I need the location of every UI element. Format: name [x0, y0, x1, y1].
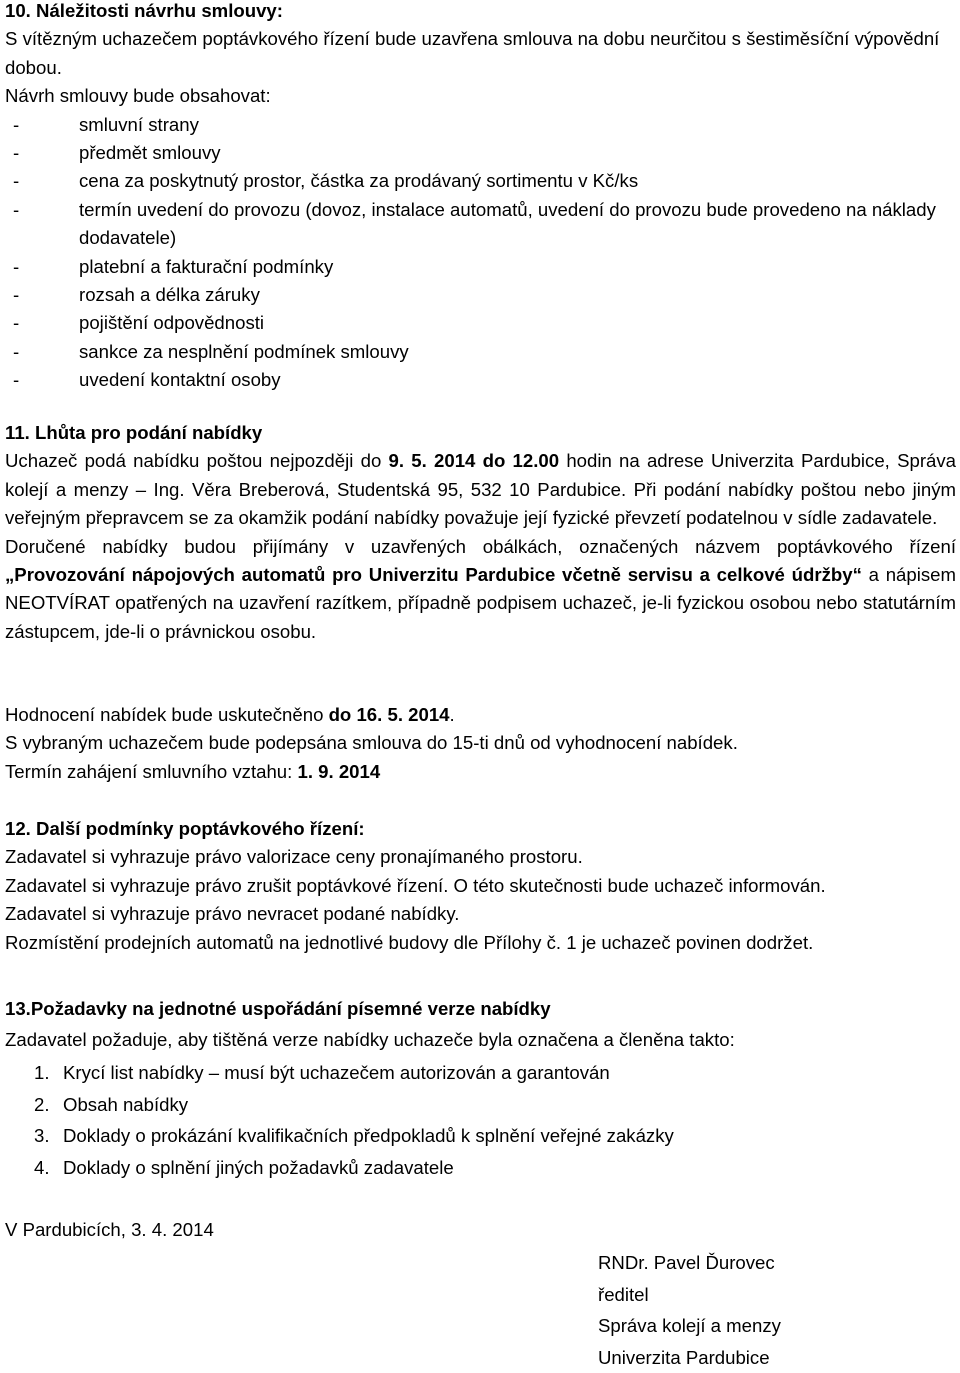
section-10-list-intro: Návrh smlouvy bude obsahovat: — [5, 82, 956, 110]
section-12 — [5, 815, 956, 957]
list-item: 3. Doklady o prokázání kvalifikačních předpokladů k splnění veřejné zakázky — [5, 1120, 956, 1152]
condition-line: Rozmístění prodejních automatů na jednotlivé budovy dle Přílohy č. 1 je uchazeč povinen dodržet. — [5, 929, 956, 957]
list-item: - předmět smlouvy — [5, 139, 956, 167]
list-item: 1. Krycí list nabídky – musí být uchazečem autorizován a garantován — [5, 1057, 956, 1089]
section-11-heading: 11. Lhůta pro podání nabídky — [5, 419, 956, 447]
condition-line: Zadavatel si vyhrazuje právo zrušit poptávkové řízení. O této skutečnosti bude uchazeč informován. — [5, 872, 956, 900]
list-item: - platební a fakturační podmínky — [5, 253, 956, 281]
place-date: V Pardubicích, 3. 4. 2014 — [5, 1216, 956, 1244]
list-item: 4. Doklady o splnění jiných požadavků zadavatele — [5, 1152, 956, 1184]
condition-line: Zadavatel si vyhrazuje právo nevracet podané nabídky. — [5, 900, 956, 928]
section-13 — [5, 995, 956, 1183]
contract-start-date: Termín zahájení smluvního vztahu: 1. 9. 2014 — [5, 758, 956, 786]
signatory-title: ředitel — [598, 1279, 781, 1311]
signature-block — [598, 1247, 781, 1373]
envelope-paragraph: Doručené nabídky budou přijímány v uzavřených obálkách, označených názvem poptávkového řízení „Provozování nápojových automatů pro Univerzitu Pardubice včetně servisu a celkové údržby“ a nápisem NEOTVÍRAT opatřených na uzavření razítkem, případně podpisem uchazeč, je-li fyzickou osobou nebo statutárním zástupcem, jde-li o právnickou osobu. — [5, 533, 956, 647]
list-item: - sankce za nesplnění podmínek smlouvy — [5, 338, 956, 366]
signatory-institution: Univerzita Pardubice — [598, 1342, 781, 1373]
list-item: - uvedení kontaktní osoby — [5, 366, 956, 394]
list-item: - cena za poskytnutý prostor, částka za prodávaný sortimentu v Kč/ks — [5, 167, 956, 195]
condition-line: Zadavatel si vyhrazuje právo valorizace ceny pronajímaného prostoru. — [5, 843, 956, 871]
evaluation-block — [5, 701, 956, 786]
section-10-heading: 10. Náležitosti návrhu smlouvy: — [5, 0, 956, 25]
list-item: - smluvní strany — [5, 111, 956, 139]
section-11 — [5, 419, 956, 646]
list-item: 2. Obsah nabídky — [5, 1089, 956, 1121]
contract-contents-list — [5, 111, 956, 395]
section-12-heading: 12. Další podmínky poptávkového řízení: — [5, 815, 956, 843]
submission-deadline-paragraph: Uchazeč podá nabídku poštou nejpozději do 9. 5. 2014 do 12.00 hodin na adrese Univerzita Pardubice, Správa kolejí a menzy – Ing. Věra Breberová, Studentská 95, 532 10 Pardubice. Při podání nabídky poštou nebo jiným veřejným přepravcem se za okamžik podání nabídky považuje její fyzické převzetí podatelnou v sídle zadavatele. — [5, 447, 956, 532]
section-13-heading: 13.Požadavky na jednotné uspořádání písemné verze nabídky — [5, 995, 956, 1026]
list-item: - rozsah a délka záruky — [5, 281, 956, 309]
contract-signing-note: S vybraným uchazečem bude podepsána smlouva do 15-ti dnů od vyhodnocení nabídek. — [5, 729, 956, 757]
section-10-paragraph: S vítězným uchazečem poptávkového řízení bude uzavřena smlouva na dobu neurčitou s šestiměsíční výpovědní dobou. — [5, 25, 956, 82]
section-13-intro: Zadavatel požaduje, aby tištěná verze nabídky uchazeče byla označena a členěna takto: — [5, 1026, 956, 1057]
signatory-department: Správa kolejí a menzy — [598, 1310, 781, 1342]
evaluation-date: Hodnocení nabídek bude uskutečněno do 16. 5. 2014. — [5, 701, 956, 729]
list-item: - termín uvedení do provozu (dovoz, instalace automatů, uvedení do provozu bude provedeno na náklady dodavatele) — [5, 196, 956, 253]
offer-structure-list — [5, 1057, 956, 1183]
signatory-name: RNDr. Pavel Ďurovec — [598, 1247, 781, 1279]
list-item: - pojištění odpovědnosti — [5, 309, 956, 337]
section-10 — [5, 0, 956, 395]
